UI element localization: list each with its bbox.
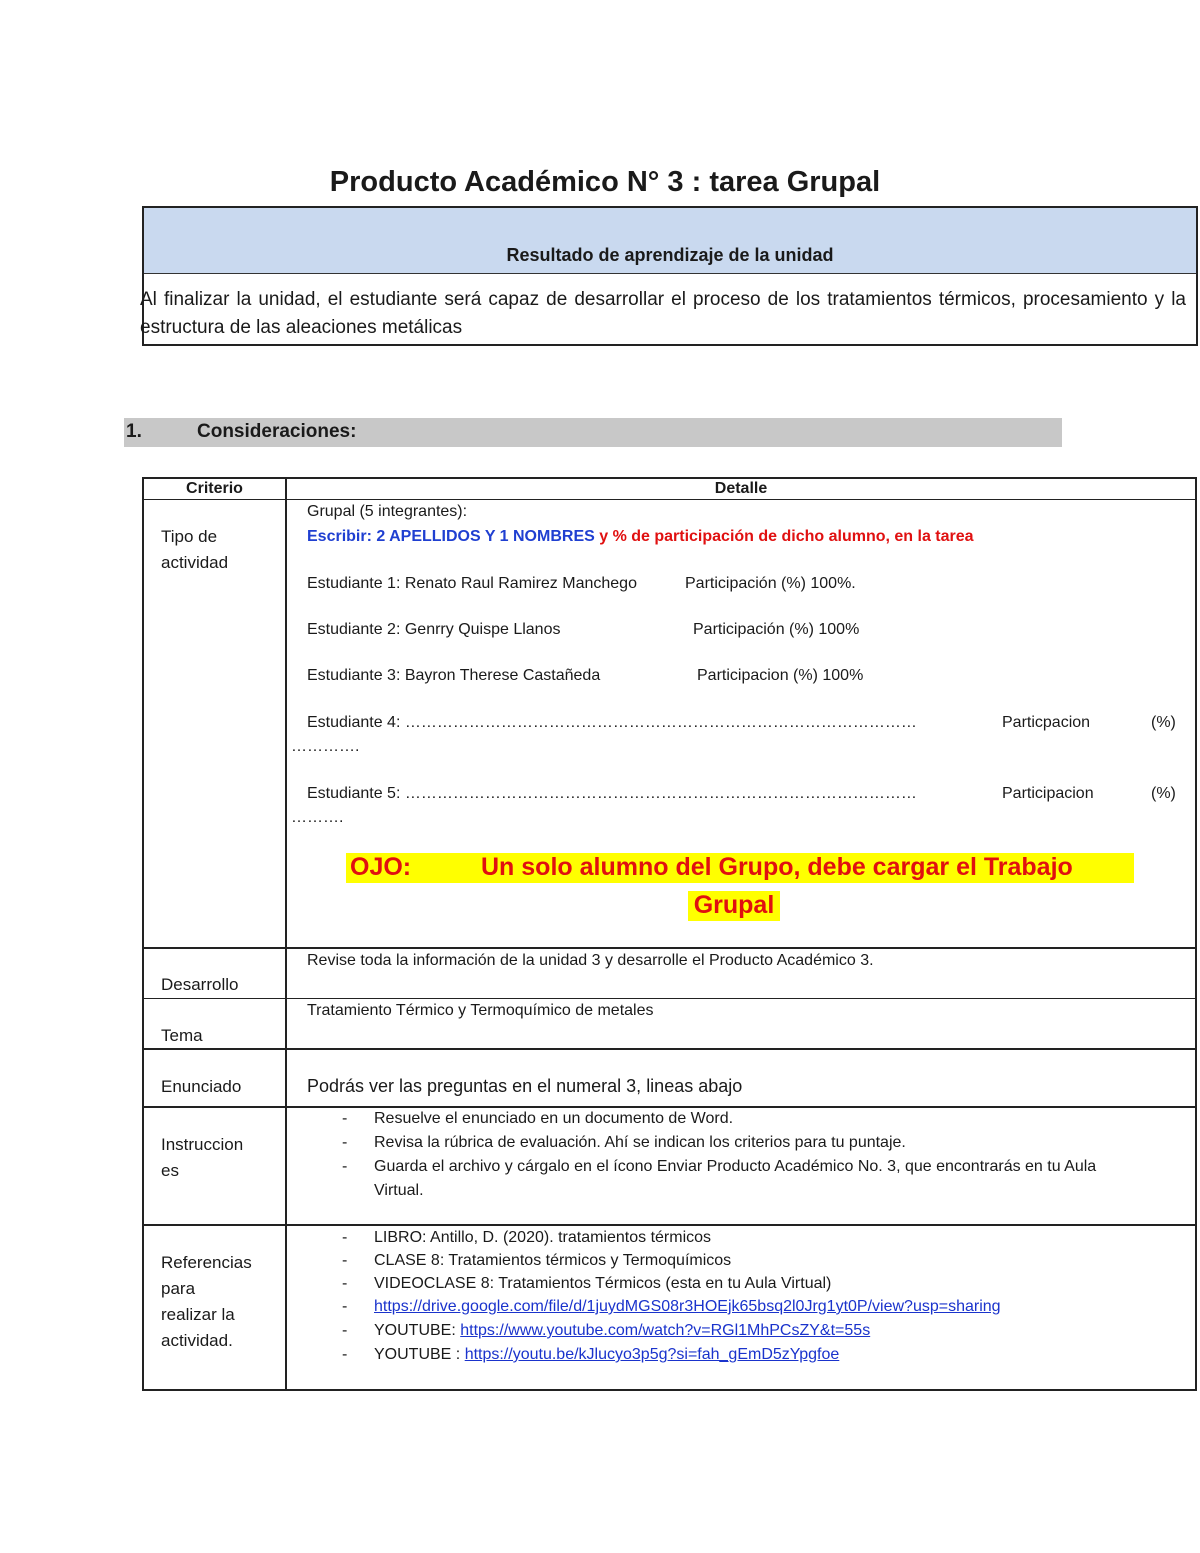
student-3-participation: Participacion (%) 100%	[697, 667, 864, 684]
student-5-participation: Participacion	[1002, 785, 1094, 802]
student-4-name: Estudiante 4: ……………………………………………………………………………………	[307, 714, 917, 731]
bullet: -	[342, 1298, 348, 1315]
reference-item: LIBRO: Antillo, D. (2020). tratamientos térmicos	[374, 1229, 712, 1246]
instruction-item: Resuelve el enunciado en un documento de Word.	[374, 1110, 734, 1127]
student-4-participation: Particpacion	[1002, 714, 1091, 731]
enunciado-text: Podrás ver las preguntas en el numeral 3, lineas abajo	[307, 1076, 743, 1096]
ojo-label: OJO:	[350, 853, 412, 881]
ojo-notice-line1	[346, 853, 1134, 883]
student-3-name: Estudiante 3: Bayron Therese Castañeda	[307, 667, 601, 684]
youtube-reference-1	[374, 1320, 870, 1342]
header-criterio: Criterio	[186, 480, 243, 497]
student-4-continuation: ………….	[291, 738, 360, 755]
section-number: 1.	[126, 421, 142, 442]
table-rule	[142, 1224, 1197, 1226]
drive-link[interactable]	[374, 1296, 1001, 1318]
bullet: -	[342, 1322, 348, 1339]
youtube-link-2[interactable]: https://youtu.be/kJlucyo3p5g?si=fah_gEmD5zYpgfoe	[464, 1346, 840, 1363]
bullet: -	[342, 1252, 348, 1269]
reference-item: CLASE 8: Tratamientos térmicos y Termoquímicos	[374, 1252, 732, 1269]
table-border-right	[1195, 477, 1197, 1391]
instruction-blue: Escribir: 2 APELLIDOS Y 1 NOMBRES	[307, 528, 595, 545]
table-border-bottom	[142, 1389, 1197, 1391]
instruction-red: y % de participación de dicho alumno, en la tarea	[594, 528, 974, 545]
label-instrucciones-2: es	[161, 1161, 179, 1180]
learning-outcome-header: Resultado de aprendizaje de la unidad	[144, 208, 1196, 274]
student-5-continuation: ……….	[291, 809, 344, 826]
bullet: -	[342, 1158, 348, 1175]
learning-outcome-text: Al finalizar la unidad, el estudiante será capaz de desarrollar el proceso de los tratamientos térmicos, procesamiento y la estructura de las aleaciones metálicas	[140, 289, 1186, 338]
label-tema: Tema	[161, 1026, 203, 1045]
bullet: -	[342, 1275, 348, 1292]
label-tipo-actividad: Tipo de actividad	[161, 527, 229, 572]
drive-link-text[interactable]: https://drive.google.com/file/d/1juydMGS08r3HOEjk65bsq2l0Jrg1yt0P/view?usp=sharing	[374, 1298, 1001, 1315]
label-referencias-3: realizar la	[161, 1305, 235, 1324]
tema-text: Tratamiento Térmico y Termoquímico de metales	[307, 1002, 654, 1019]
youtube-reference-2	[374, 1344, 839, 1366]
bullet: -	[342, 1134, 348, 1151]
youtube-prefix: YOUTUBE:	[374, 1322, 461, 1339]
table-rule	[142, 1048, 1197, 1050]
student-1-name: Estudiante 1: Renato Raul Ramirez Manchego	[307, 575, 637, 592]
youtube-link-1[interactable]: https://www.youtube.com/watch?v=RGl1MhPCsZY&t=55s	[460, 1322, 871, 1339]
table-rule	[142, 947, 1197, 949]
label-referencias-2: para	[161, 1279, 196, 1298]
desarrollo-text: Revise toda la información de la unidad 3 y desarrolle el Producto Académico 3.	[307, 952, 874, 969]
label-desarrollo: Desarrollo	[161, 975, 239, 994]
instruction-item: Guarda el archivo y cárgalo en el ícono Enviar Producto Académico No. 3, que encontrarás en tu Aula	[374, 1158, 1097, 1175]
student-2-name: Estudiante 2: Genrry Quispe Llanos	[307, 621, 561, 638]
bullet: -	[342, 1110, 348, 1127]
instruction-line	[307, 527, 974, 547]
youtube-prefix: YOUTUBE :	[374, 1346, 465, 1363]
instruction-item: Revisa la rúbrica de evaluación. Ahí se indican los criterios para tu puntaje.	[374, 1134, 906, 1151]
label-enunciado: Enunciado	[161, 1077, 242, 1096]
section-title: Consideraciones:	[197, 421, 357, 442]
bullet: -	[342, 1346, 348, 1363]
student-2-participation: Participación (%) 100%	[693, 621, 860, 638]
grupal-text: Grupal (5 integrantes):	[307, 503, 468, 520]
student-1-participation: Participación (%) 100%.	[685, 575, 856, 592]
table-column-divider	[285, 477, 287, 1391]
student-5-percent: (%)	[1151, 785, 1176, 802]
ojo-notice-line2: Grupal	[688, 891, 780, 921]
student-5-name: Estudiante 5: ……………………………………………………………………………………	[307, 785, 917, 802]
table-border-top	[142, 477, 1197, 479]
label-referencias-1: Referencias	[161, 1253, 252, 1272]
label-referencias-4: actividad.	[161, 1331, 233, 1350]
table-rule	[142, 499, 1197, 500]
bullet: -	[342, 1229, 348, 1246]
student-4-percent: (%)	[1151, 714, 1176, 731]
ojo-text-1: Un solo alumno del Grupo, debe cargar el Trabajo	[481, 853, 1073, 881]
reference-item: VIDEOCLASE 8: Tratamientos Térmicos (esta en tu Aula Virtual)	[374, 1275, 832, 1292]
header-detalle: Detalle	[714, 480, 768, 497]
table-border-left	[142, 477, 144, 1391]
learning-outcome-box	[142, 206, 1198, 346]
instruction-item: Virtual.	[374, 1182, 424, 1199]
table-rule	[142, 998, 1197, 999]
label-instrucciones-1: Instruccion	[161, 1135, 244, 1154]
document-title: Producto Académico N° 3 : tarea Grupal	[329, 166, 881, 198]
